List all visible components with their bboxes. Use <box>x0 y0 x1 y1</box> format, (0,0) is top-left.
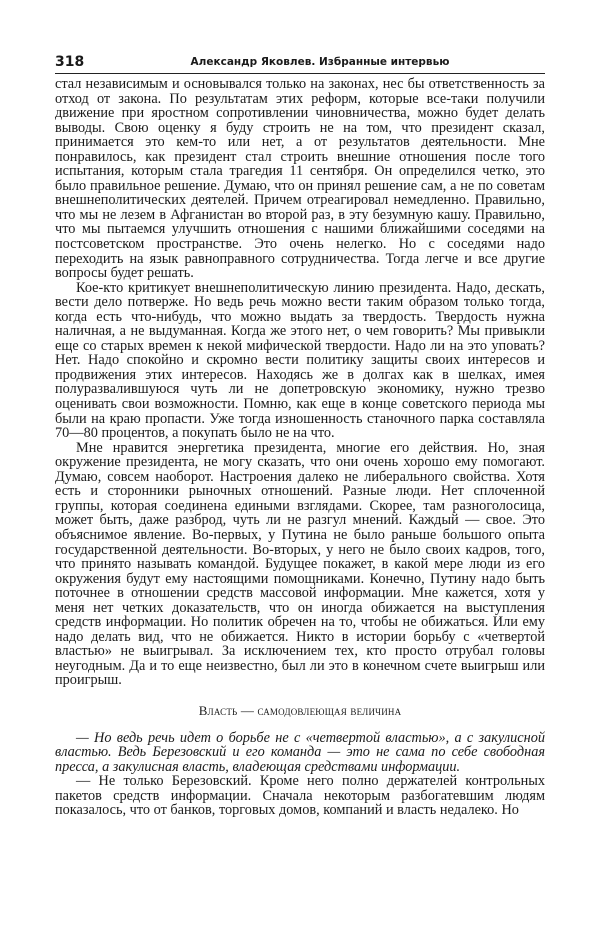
book-page <box>55 54 545 818</box>
section-heading: Власть — самодовлеющая величина <box>198 702 402 718</box>
paragraph: Кое-кто критикует внешнеполитическую линию президента. Надо, дескать, вести дело потверже. Но ведь речь можно вести таким образом только тогда, когда есть что-нибудь, что можно выдать за твердость. Твердость нужна наличная, а не выдуманная. Когда же этого нет, о чем говорить? Мы привыкли еще со старых времен к некой мифической твердости. Надо ли на это уповать? Нет. Надо спокойно и скромно вести политику защиты своих интересов и продвижения этих интересов. Находясь же в долгах как в шелках, имея полуразвалившуюся чуть ли не допетровскую экономику, нужно трезво оценивать свои возможности. Помню, как еще в конце советского периода мы были на краю пропасти. Уже тогда изношенность станочного парка составляла 70—80 процентов, а покупать было не на что. <box>55 279 545 442</box>
running-title: Александр Яковлев. Избранные интервью <box>190 56 450 68</box>
interview-answer: — Не только Березовский. Кроме него полно держателей контрольных пакетов средств информации. Сначала некоторым разбогатевшим людям показалось, что от банков, торговых домов, компаний и власть недалеко. Но <box>55 773 545 819</box>
page-number: 318 <box>55 54 85 70</box>
running-head <box>55 54 545 72</box>
body-text <box>55 77 545 818</box>
paragraph: стал независимым и основывался только на законах, нес бы ответственность за отход от закона. По результатам этих реформ, которые все-таки получили движение при яростном сопротивлении чиновничества, можно будет делать выводы. Свою оценку я буду строить не на том, что президент сказал, принимается это кем-то или нет, а от результатов деятельности. Мне понравилось, как президент стал строить внешние отношения после того испытания, которым стала трагедия 11 сентября. Он определился четко, это было правильное решение. Думаю, что он принял решение сам, а не по советам внешнеполитических деятелей. Причем отреагировал немедленно. Правильно, что мы не лезем в Афганистан во второй раз, в эту безумную кашу. Правильно, что мы пытаемся улучшить отношения с нашими ближайшими соседями на постсоветском пространстве. Это очень нелегко. Но с соседями надо переходить на язык равноправного сотрудничества. Тогда легче и все другие вопросы будет решать. <box>55 76 545 282</box>
paragraph: Мне нравится энергетика президента, многие его действия. Но, зная окружение президента, не могу сказать, что они очень хорошо ему помогают. Думаю, совсем наоборот. Настроения далеко не либерального свойства. Хотя есть и сторонники рыночных отношений. Разные люди. Нет сплоченной группы, которая соединена едиными взглядами. Скорее, там разноголосица, может быть, даже разброд, чуть ли не разгул мнений. Каждый — свое. Это объяснимое явление. Во-первых, у Путина не было раньше большого опыта государственной деятельности. Во-вторых, у него не было своих кадров, того, что принято называть командой. Будущее покажет, в какой мере люди из его окружения будут ему настоящими помощниками. Конечно, Путину надо быть поточнее в отношении средств массовой информации. Мне кажется, хотя у меня нет четких доказательств, что он иногда обижается на выступления средств информации. Но политик обречен на то, чтобы не обижаться. Или ему надо делать вид, что не обижается. Никто в истории борьбу с «четвертой властью» не выигрывал. За исключением тех, кто просто отрубал головы неугодным. Да и то еще неизвестно, был ли это в конечном счете выигрыш или проигрыш. <box>55 439 545 689</box>
header-rule <box>55 73 545 74</box>
interview-question: — Но ведь речь идет о борьбе не с «четвертой властью», а с закулисной властью. Ведь Березовский и его команда — это не сама по себе свободная пресса, а закулисная власть, владеющая средствами информации. <box>55 729 545 775</box>
